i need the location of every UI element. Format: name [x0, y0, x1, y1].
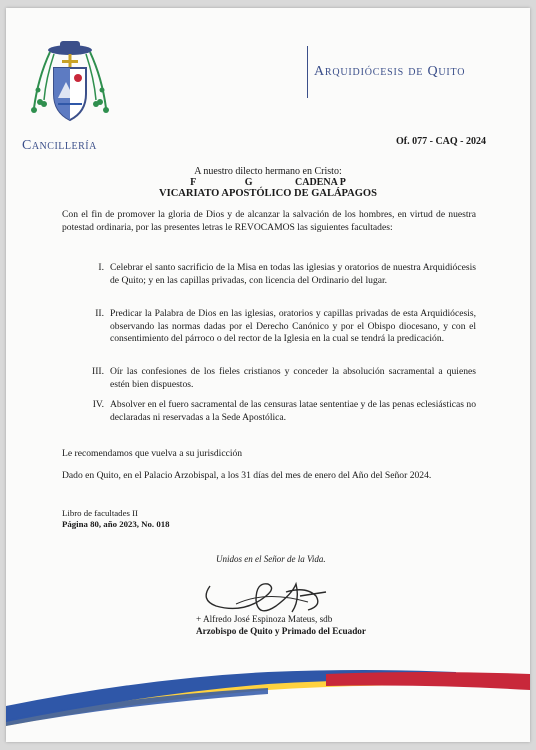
registry-reference	[62, 508, 170, 530]
list-item-number: IV.	[92, 399, 104, 410]
archdiocese-crest-icon	[28, 38, 112, 128]
list-item	[92, 366, 476, 391]
list-item-text: Oír las confesiones de los fieles cristianos y conceder la absolución sacramental a quienes estén bien dispuestos.	[110, 366, 476, 390]
recommendation-line: Le recomendamos que vuelva a su jurisdicción	[62, 448, 243, 459]
document-number: Of. 077 - CAQ - 2024	[396, 136, 486, 147]
list-item-text: Absolver en el fuero sacramental de las censuras latae sententiae y de las penas eclesiásticas no declaradas ni reservadas a la Sede Apostólica.	[110, 399, 476, 423]
address-greeting: A nuestro dilecto hermano en Cristo:	[194, 166, 342, 177]
addressee-name-part: CADENA P	[295, 177, 346, 188]
registry-page: Página 80, año 2023, No. 018	[62, 519, 170, 529]
header-divider	[307, 46, 308, 98]
archdiocese-name: Arquidiócesis de Quito	[314, 64, 466, 79]
list-item-number: I.	[98, 262, 104, 273]
registry-book: Libro de facultades II	[62, 508, 138, 518]
chancery-label: Cancillería	[22, 138, 97, 153]
document-page	[6, 8, 530, 742]
given-place-date: Dado en Quito, en el Palacio Arzobispal, a los 31 días del mes de enero del Año del Señor 2024.	[62, 470, 432, 481]
flag-stripes-decoration	[6, 666, 530, 726]
signer-title: Arzobispo de Quito y Primado del Ecuador	[196, 626, 366, 636]
list-item	[98, 262, 476, 287]
list-item	[95, 308, 476, 346]
signer-name: + Alfredo José Espinoza Mateus, sdb	[196, 614, 333, 624]
addressee-name-part: G	[244, 177, 253, 188]
intro-paragraph: Con el fin de promover la gloria de Dios y de alcanzar la salvación de los hombres, en virtud de nuestra potestad ordinaria, por las presentes letras le REVOCAMOS las siguientes facultades:	[62, 209, 476, 233]
list-item-number: II.	[95, 308, 104, 319]
list-item-text: Predicar la Palabra de Dios en las iglesias, oratorios y capillas privadas de esta Arquidiócesis, observando las normas dadas por el Derecho Canónico y por el Obispo diocesano, y con el consentimiento del párroco o del rector de la Iglesia en la cual se tendrá la predicación.	[110, 308, 476, 344]
addressee-jurisdiction: VICARIATO APOSTÓLICO DE GALÁPAGOS	[159, 188, 377, 199]
addressee-name-part: F	[190, 177, 197, 188]
list-item	[92, 399, 476, 424]
closing-salutation: Unidos en el Señor de la Vida.	[216, 554, 326, 564]
list-item-number: III.	[92, 366, 104, 377]
list-item-text: Celebrar el santo sacrificio de la Misa en todas las iglesias y oratorios de nuestra Arquidiócesis de Quito; y en las capillas privadas, con licencia del Ordinario del lugar.	[110, 262, 476, 286]
